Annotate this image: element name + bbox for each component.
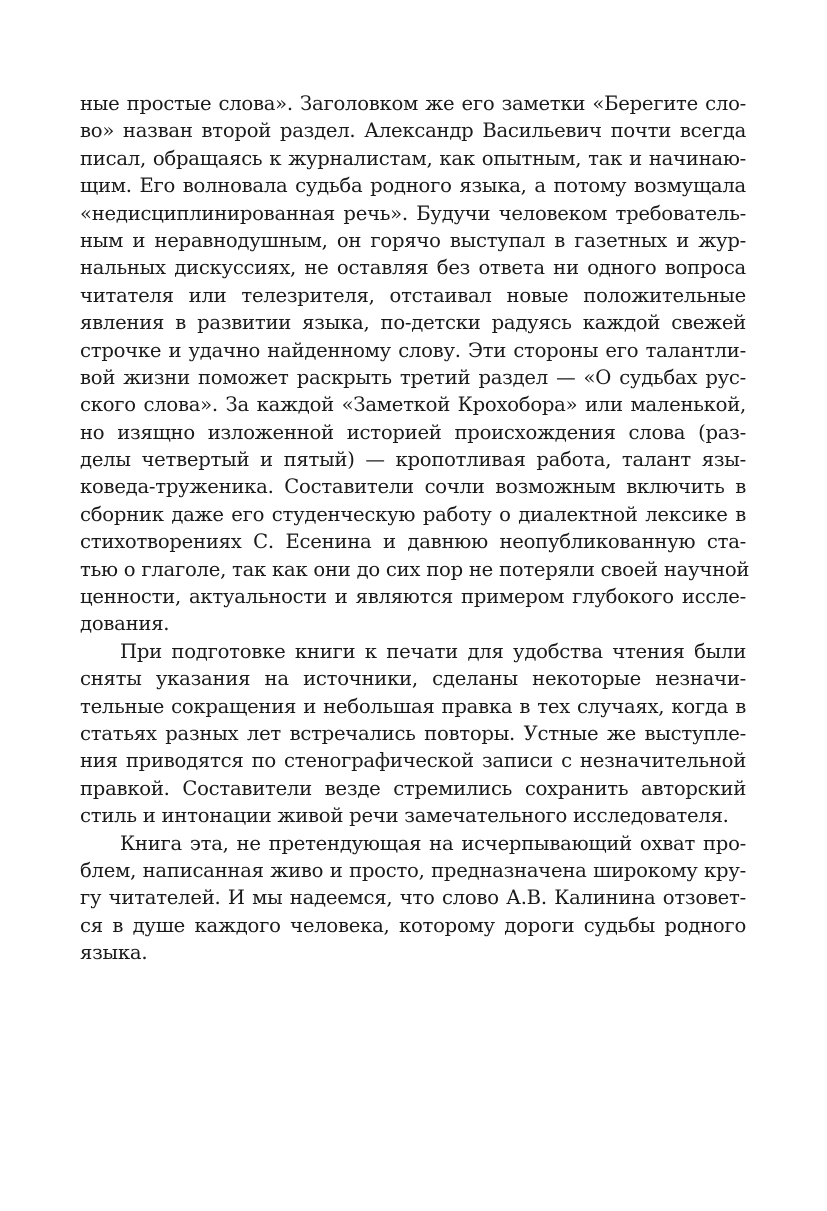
text-line: писал, обращаясь к журналистам, как опытным, так и начинаю- [80,146,746,170]
text-line: языка. [80,941,148,965]
text-line: гу читателей. И мы надеемся, что слово А.В. Калинина отзовет- [80,886,746,910]
paragraph-1 [80,90,750,638]
text-line: коведа-труженика. Составители сочли возможным включить в [80,475,746,499]
paragraph-3 [80,830,746,967]
text-line: щим. Его волновала судьба родного языка, а потому возмущала [80,174,746,198]
text-line: ского слова». За каждой «Заметкой Крохобора» или маленькой, [80,393,746,417]
text-line: Книга эта, не претендующая на исчерпывающий охват про- [120,831,746,855]
text-line: сборник даже его студенческую работу о диалектной лексике в [80,502,746,526]
text-line: нальных дискуссиях, не оставляя без ответа ни одного вопроса [80,256,746,280]
text-line: сняты указания на источники, сделаны некоторые незначи- [80,667,746,691]
text-line: статьях разных лет встречались повторы. Устные же выступле- [80,721,746,745]
text-line: тью о глаголе, так как они до сих пор не потеряли своей научной [80,557,750,581]
text-line: «недисциплинированная речь». Будучи человеком требователь- [80,201,746,225]
text-line: но изящно изложенной историей происхождения слова (раз- [80,420,746,444]
text-line: ные простые слова». Заголовком же его заметки «Берегите сло- [80,92,746,115]
text-line: правкой. Составители везде стремились сохранить авторский [80,776,746,800]
text-line: ся в душе каждого человека, которому дороги судьбы родного [80,913,746,937]
text-line: явления в развитии языка, по-детски радуясь каждой свежей [80,311,746,335]
text-line: читателя или телезрителя, отстаивал новые положительные [80,283,746,307]
text-line: во» назван второй раздел. Александр Васильевич почти всегда [80,119,746,143]
text-line: ния приводятся по стенографической записи с незначительной [80,749,746,773]
paragraph-2 [80,638,746,830]
body-text [80,90,750,967]
text-line: ным и неравнодушным, он горячо выступал в газетных и жур- [80,228,746,252]
text-line: строчке и удачно найденному слову. Эти стороны его талантли- [80,338,746,362]
text-line: делы четвертый и пятый) — кропотливая работа, талант язы- [80,448,746,472]
text-line: стихотворениях С. Есенина и давнюю неопубликованную ста- [80,530,746,554]
text-line: вой жизни поможет раскрыть третий раздел — «О судьбах рус- [80,365,746,389]
text-line: При подготовке книги к печати для удобства чтения были [120,639,746,663]
text-line: дования. [80,612,170,636]
text-line: блем, написанная живо и просто, предназначена широкому кру- [80,858,746,882]
text-line: стиль и интонации живой речи замечательного исследователя. [80,804,729,828]
text-line: ценности, актуальности и являются примером глубокого иссле- [80,585,746,609]
text-line: тельные сокращения и небольшая правка в тех случаях, когда в [80,694,746,718]
